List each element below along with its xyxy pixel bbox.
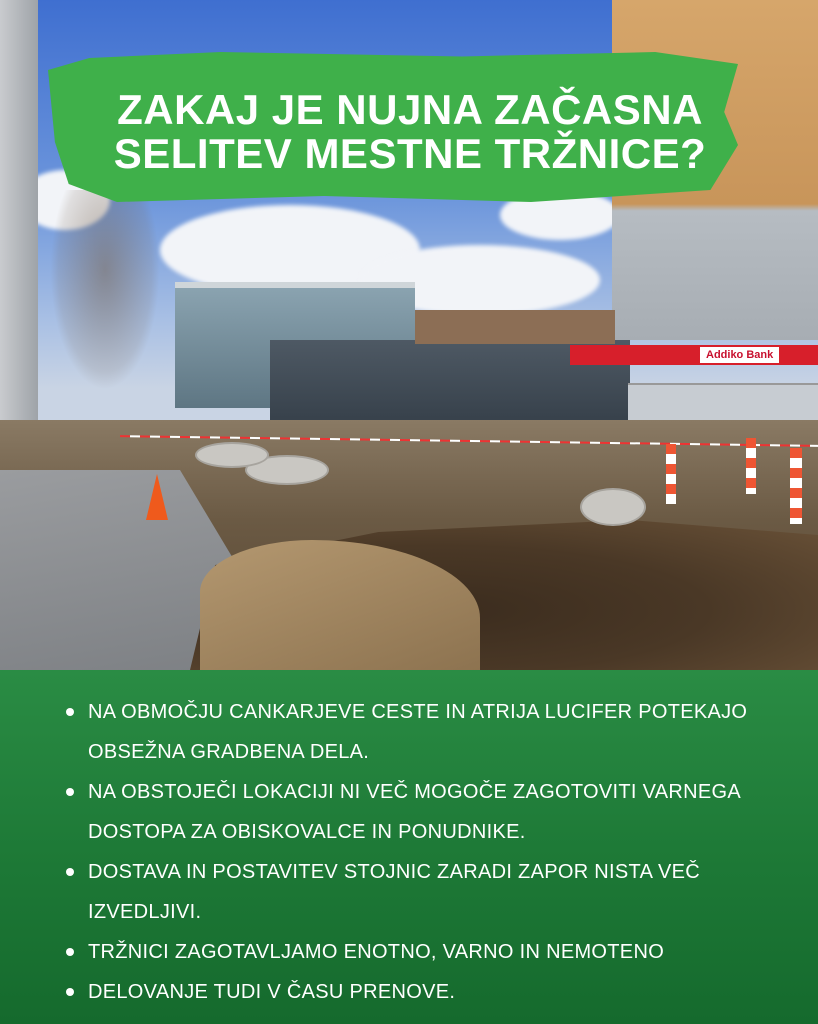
traffic-cone-icon: [146, 474, 168, 520]
list-item-text: NA OBSTOJEČI LOKACIJI NI VEČ MOGOČE ZAGOTOVITI VARNEGA DOSTOPA ZA OBISKOVALCE IN PONUDNIKE.: [88, 781, 740, 843]
bullet-icon: [66, 948, 74, 956]
concrete-ring: [580, 488, 646, 526]
list-item: [64, 932, 764, 972]
headline-line-1: ZAKAJ JE NUJNA ZAČASNA: [117, 86, 703, 133]
list-item: [64, 852, 764, 932]
left-building: [0, 0, 38, 420]
bullet-icon: [66, 988, 74, 996]
barrier-post: [790, 448, 802, 524]
list-item-text: DELOVANJE TUDI V ČASU PRENOVE.: [88, 981, 456, 1003]
tree: [50, 190, 160, 390]
barrier-post: [746, 438, 756, 494]
list-item-text: NA OBMOČJU CANKARJEVE CESTE IN ATRIJA LUCIFER POTEKAJO OBSEŽNA GRADBENA DELA.: [88, 701, 748, 763]
barrier-post: [666, 444, 676, 504]
list-item: [64, 772, 764, 852]
list-item-text: TRŽNICI ZAGOTAVLJAMO ENOTNO, VARNO IN NEMOTENO: [88, 941, 665, 963]
list-item: [64, 692, 764, 772]
headline: [100, 88, 720, 176]
bullet-list: [64, 692, 764, 1012]
shop-roof: [415, 310, 615, 344]
bank-awning: [570, 345, 818, 365]
concrete-ring: [195, 442, 269, 468]
bullet-icon: [66, 868, 74, 876]
headline-line-2: SELITEV MESTNE TRŽNICE?: [113, 130, 707, 177]
bullet-icon: [66, 708, 74, 716]
list-item-text: DOSTAVA IN POSTAVITEV STOJNIC ZARADI ZAPOR NISTA VEČ IZVEDLJIVI.: [88, 861, 700, 923]
bank-sign: Addiko Bank: [700, 347, 779, 363]
list-item: [64, 972, 764, 1012]
bullet-icon: [66, 788, 74, 796]
